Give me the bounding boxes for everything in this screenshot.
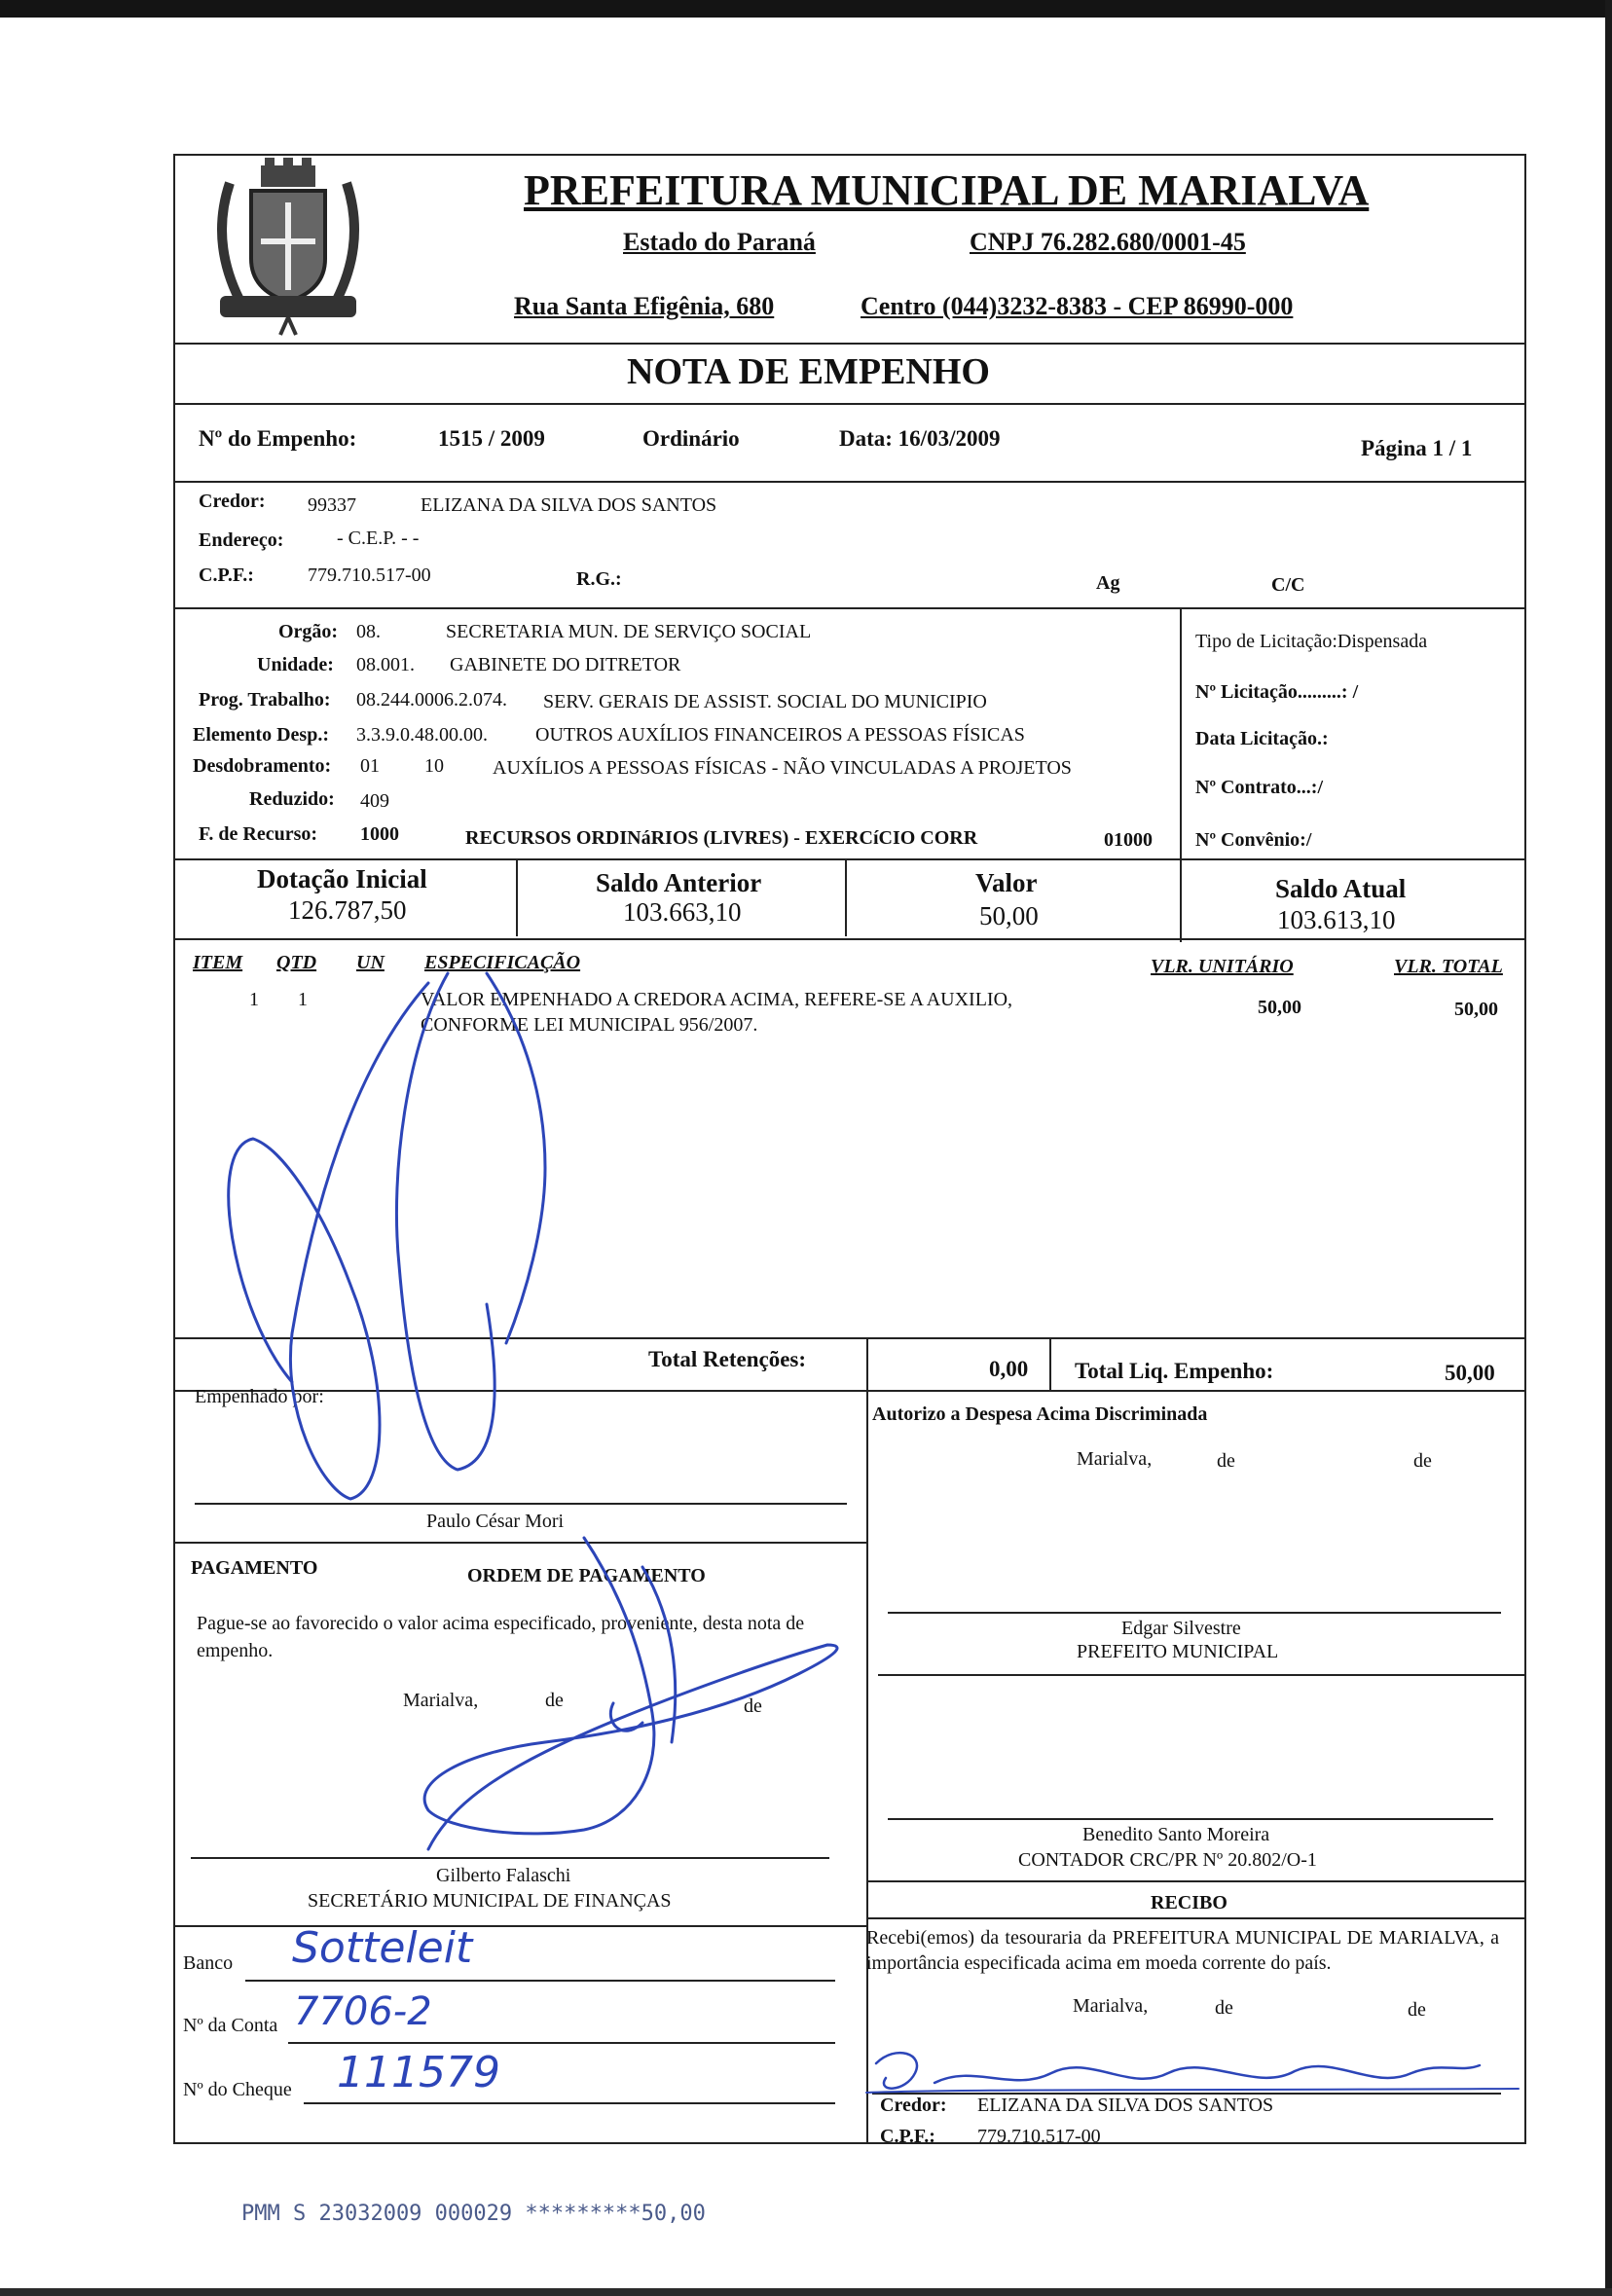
field-line [245,1980,835,1982]
desdobramento-code2: 10 [424,755,444,777]
pagamento-de2: de [744,1695,762,1717]
pagamento-de1: de [545,1690,564,1711]
signature-line [191,1857,829,1859]
col-un: UN [356,952,385,973]
saldo-atual-value: 103.613,10 [1277,905,1396,934]
valor-label: Valor [975,868,1038,897]
divider [173,938,1526,940]
reduzido-label: Reduzido: [249,788,335,810]
empenho-type: Ordinário [642,426,740,451]
secretario-role: SECRETÁRIO MUNICIPAL DE FINANÇAS [308,1890,672,1912]
empenho-number: 1515 / 2009 [438,426,545,451]
saldo-anterior-label: Saldo Anterior [596,868,762,897]
licitacao-numero: Nº Licitação.........: / [1195,681,1359,703]
prog-code: 08.244.0006.2.074. [356,689,507,711]
divider [878,1674,1526,1676]
desdobramento-name: AUXÍLIOS A PESSOAS FÍSICAS - NÃO VINCULADAS A PROJETOS [493,757,1072,779]
autorizo-de1: de [1217,1450,1235,1472]
empenho-number-label: Nº do Empenho: [199,426,357,451]
recibo-cpf-label: C.P.F.: [880,2126,935,2147]
divider [866,1880,1526,1882]
header-address: Rua Santa Efigênia, 680 [514,292,775,320]
fonte-code: 1000 [360,823,399,845]
ag-label: Ag [1096,572,1120,594]
divider [173,1390,1526,1392]
recibo-label: RECIBO [1151,1892,1227,1913]
credor-code: 99337 [308,494,356,516]
col-item: ITEM [193,952,243,973]
elemento-name: OUTROS AUXÍLIOS FINANCEIROS A PESSOAS FÍSICAS [535,724,1025,746]
banco-handwritten: Sotteleit [292,1923,473,1973]
banco-label: Banco [183,1952,234,1974]
row-unit: 50,00 [1258,997,1301,1018]
header-title: PREFEITURA MUNICIPAL DE MARIALVA [524,166,1370,214]
header-cnpj: CNPJ 76.282.680/0001-45 [970,228,1246,256]
autorizo-place: Marialva, [1077,1448,1153,1470]
orgao-label: Orgão: [278,621,339,642]
scan-edge-top [0,0,1612,18]
prog-label: Prog. Trabalho: [199,689,331,711]
pagamento-text: Pague-se ao favorecido o valor acima especificado, proveniente, desta nota de empenho. [197,1613,805,1661]
prog-name: SERV. GERAIS DE ASSIST. SOCIAL DO MUNICIPIO [543,691,987,712]
signature-line [888,1818,1493,1820]
licitacao-data: Data Licitação.: [1195,728,1329,749]
row-qtd: 1 [298,989,308,1010]
divider [516,858,518,936]
divider [1180,858,1182,942]
licitacao-tipo: Tipo de Licitação:Dispensada [1195,631,1428,652]
divider [866,1917,1526,1919]
unidade-code: 08.001. [356,654,415,675]
valor-value: 50,00 [979,901,1039,930]
scan-edge-bottom [0,2288,1612,2296]
conta-handwritten: 7706-2 [294,1989,432,2034]
fonte-code2: 01000 [1104,829,1153,851]
ordem-pagamento: ORDEM DE PAGAMENTO [467,1565,706,1586]
scan-edge-right [1605,0,1612,2296]
liquido-value: 50,00 [1445,1361,1495,1385]
row-desc-line1: VALOR EMPENHADO A CREDORA ACIMA, REFERE-SE A AUXILIO, [421,989,1013,1010]
divider [1180,607,1182,858]
recibo-place: Marialva, [1073,1995,1149,2017]
col-total: VLR. TOTAL [1394,956,1503,977]
divider [173,343,1526,345]
cheque-label: Nº do Cheque [183,2079,292,2100]
divider [866,1337,868,1390]
autorizo-label: Autorizo a Despesa Acima Discriminada [872,1403,1208,1425]
recibo-credor-name: ELIZANA DA SILVA DOS SANTOS [977,2095,1274,2116]
divider [866,1390,868,2144]
prefeito-name: Edgar Silvestre [1121,1618,1241,1639]
empenho-date: Data: 16/03/2009 [839,426,1001,451]
col-especificacao: ESPECIFICAÇÃO [424,952,581,973]
divider [1049,1337,1051,1390]
endereco-label: Endereço: [199,529,284,551]
liquido-label: Total Liq. Empenho: [1075,1359,1274,1383]
field-line [288,2042,835,2044]
document-frame [173,154,1526,2144]
retencoes-label: Total Retenções: [648,1347,807,1371]
col-qtd: QTD [276,952,317,973]
col-unitario: VLR. UNITÁRIO [1151,956,1294,977]
orgao-name: SECRETARIA MUN. DE SERVIÇO SOCIAL [446,621,812,642]
municipal-coat-of-arms-icon [191,144,385,339]
autorizo-de2: de [1413,1450,1432,1472]
credor-name: ELIZANA DA SILVA DOS SANTOS [421,494,717,516]
pagamento-place: Marialva, [403,1690,479,1711]
row-item: 1 [249,989,259,1010]
unidade-name: GABINETE DO DITRETOR [450,654,681,675]
divider [173,1925,866,1927]
row-total: 50,00 [1454,999,1498,1020]
conta-label: Nº da Conta [183,2015,278,2036]
fonte-name: RECURSOS ORDINáRIOS (LIVRES) - EXERCíCIO CORR [465,827,978,849]
elemento-label: Elemento Desp.: [193,724,329,746]
empenho-page: Página 1 / 1 [1361,436,1473,460]
licitacao-contrato: Nº Contrato...:/ [1195,777,1324,798]
pagamento-label: PAGAMENTO [191,1557,318,1579]
rg-label: R.G.: [576,568,622,590]
empenhado-name: Paulo César Mori [426,1511,565,1532]
divider [173,1542,866,1544]
contador-role: CONTADOR CRC/PR Nº 20.802/O-1 [1018,1849,1317,1871]
cheque-handwritten: 111579 [337,2048,500,2097]
licitacao-convenio: Nº Convênio:/ [1195,829,1312,851]
divider [173,481,1526,483]
recibo-de2: de [1408,1999,1426,2021]
header-contact: Centro (044)3232-8383 - CEP 86990-000 [861,292,1294,320]
field-line [304,2102,835,2104]
cpf-label: C.P.F.: [199,565,254,586]
divider [173,1337,1526,1339]
elemento-code: 3.3.9.0.48.00.00. [356,724,488,746]
credor-label: Credor: [199,491,266,512]
orgao-code: 08. [356,621,381,642]
empenhado-label: Empenhado por: [195,1386,324,1407]
divider [173,403,1526,405]
unidade-label: Unidade: [257,654,334,675]
recibo-cpf: 779.710.517-00 [977,2126,1101,2147]
saldo-atual-label: Saldo Atual [1275,874,1407,903]
doc-title: NOTA DE EMPENHO [627,351,990,392]
payment-stamp: PMM S 23032009 000029 *********50,00 [241,2202,706,2226]
prefeito-role: PREFEITO MUNICIPAL [1077,1641,1279,1662]
secretario-name: Gilberto Falaschi [436,1865,571,1886]
retencoes-value: 0,00 [989,1357,1029,1381]
endereco-value: - C.E.P. - - [337,528,420,549]
header-state: Estado do Paraná [623,228,816,256]
dotacao-label: Dotação Inicial [257,864,427,893]
fonte-label: F. de Recurso: [199,823,318,845]
recibo-de1: de [1215,1997,1233,2019]
recibo-text: Recebi(emos) da tesouraria da PREFEITURA MUNICIPAL DE MARIALVA, a importância especificada acima em moeda corrente do país. [866,1927,1499,1974]
signature-line [888,1612,1501,1614]
divider [845,858,847,936]
contador-name: Benedito Santo Moreira [1082,1824,1270,1845]
cpf-value: 779.710.517-00 [308,565,431,586]
divider [173,858,1526,860]
recibo-credor-label: Credor: [880,2095,947,2116]
reduzido-code: 409 [360,790,389,812]
saldo-anterior-value: 103.663,10 [623,897,742,927]
signature-line [195,1503,847,1505]
desdobramento-code1: 01 [360,755,380,777]
dotacao-value: 126.787,50 [288,895,407,925]
cc-label: C/C [1271,574,1305,596]
desdobramento-label: Desdobramento: [193,755,332,777]
row-desc-line2: CONFORME LEI MUNICIPAL 956/2007. [421,1014,758,1036]
divider [173,607,1526,609]
